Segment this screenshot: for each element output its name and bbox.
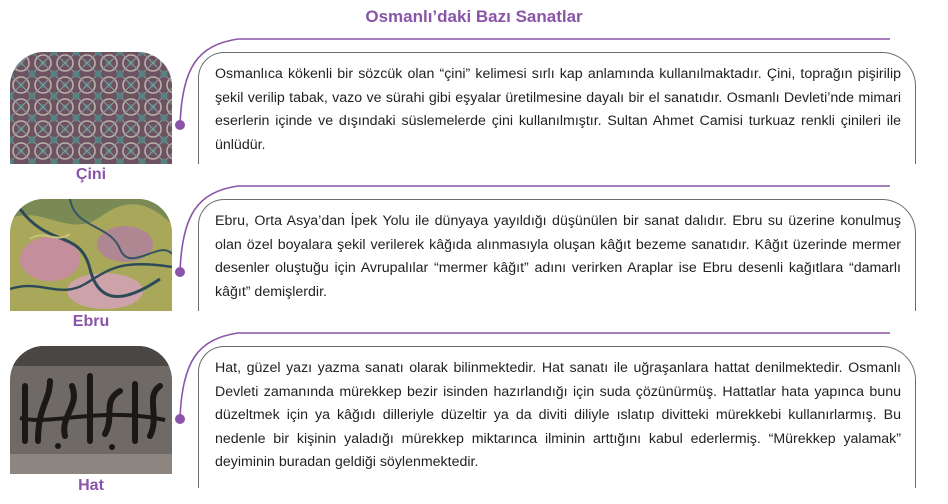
section-cini (0, 52, 948, 202)
cini-text: Osmanlıca kökenli bir sözcük olan “çini” kelimesi sırlı kap anlamında kullanılmaktadır. Çini, toprağın pişirilip şekil verilip tabak, vazo ve sürahi gibi eşyalar üretilmesine dayalı bir el sanatıdır. Osmanlı Devleti’nde mimari eserlerin içinde ve dışındaki süslemelerde çini kullanılmıştır. Sultan Ahmet Camisi turkuaz renkli çinileri ile ünlüdür. (198, 52, 916, 164)
ebru-marbling-image (10, 199, 172, 311)
hat-label: Hat (78, 477, 104, 494)
section-hat (0, 346, 948, 496)
ebru-label: Ebru (72, 313, 110, 330)
cini-label: Çini (75, 166, 107, 183)
hat-text: Hat, güzel yazı yazma sanatı olarak bilinmektedir. Hat sanatı ile uğraşanlara hattat denilmektedir. Osmanlı Devleti zamanında mürekkep bezir isinden hazırlandığı için suda çözünürmüş. Hattatlar hata yapınca bunu düzeltmek için ya kâğıdı dilleriyle düzeltir ya da diviti diliyle ıslatıp divitteki mürekkebi kullanırlarmış. Bu nedenle bir kişinin yaladığı mürekkep miktarınca ilminin arttığını kabul ederlermiş. “Mürekkep yalamak” deyiminin buradan geldiği söylenmektedir. (198, 346, 916, 488)
cini-tile-image (10, 52, 172, 164)
ebru-text: Ebru, Orta Asya’dan İpek Yolu ile dünyaya yayıldığı düşünülen bir sanat dalıdır. Ebru su üzerine konulmuş olan özel boyalara şekil verilerek kâğıda alınmasıyla oluşan kâğıt bezeme sanatıdır. Kâğıt üzerinde mermer desenler oluştuğu için Avrupalılar “mermer kâğıt” adını verirken Araplar ise Ebru desenli kağıtlara “damarlı kâğıt” demişlerdir. (198, 199, 916, 311)
hat-calligraphy-image (10, 346, 172, 474)
page-title: Osmanlı’daki Bazı Sanatlar (365, 7, 583, 26)
section-ebru (0, 199, 948, 349)
